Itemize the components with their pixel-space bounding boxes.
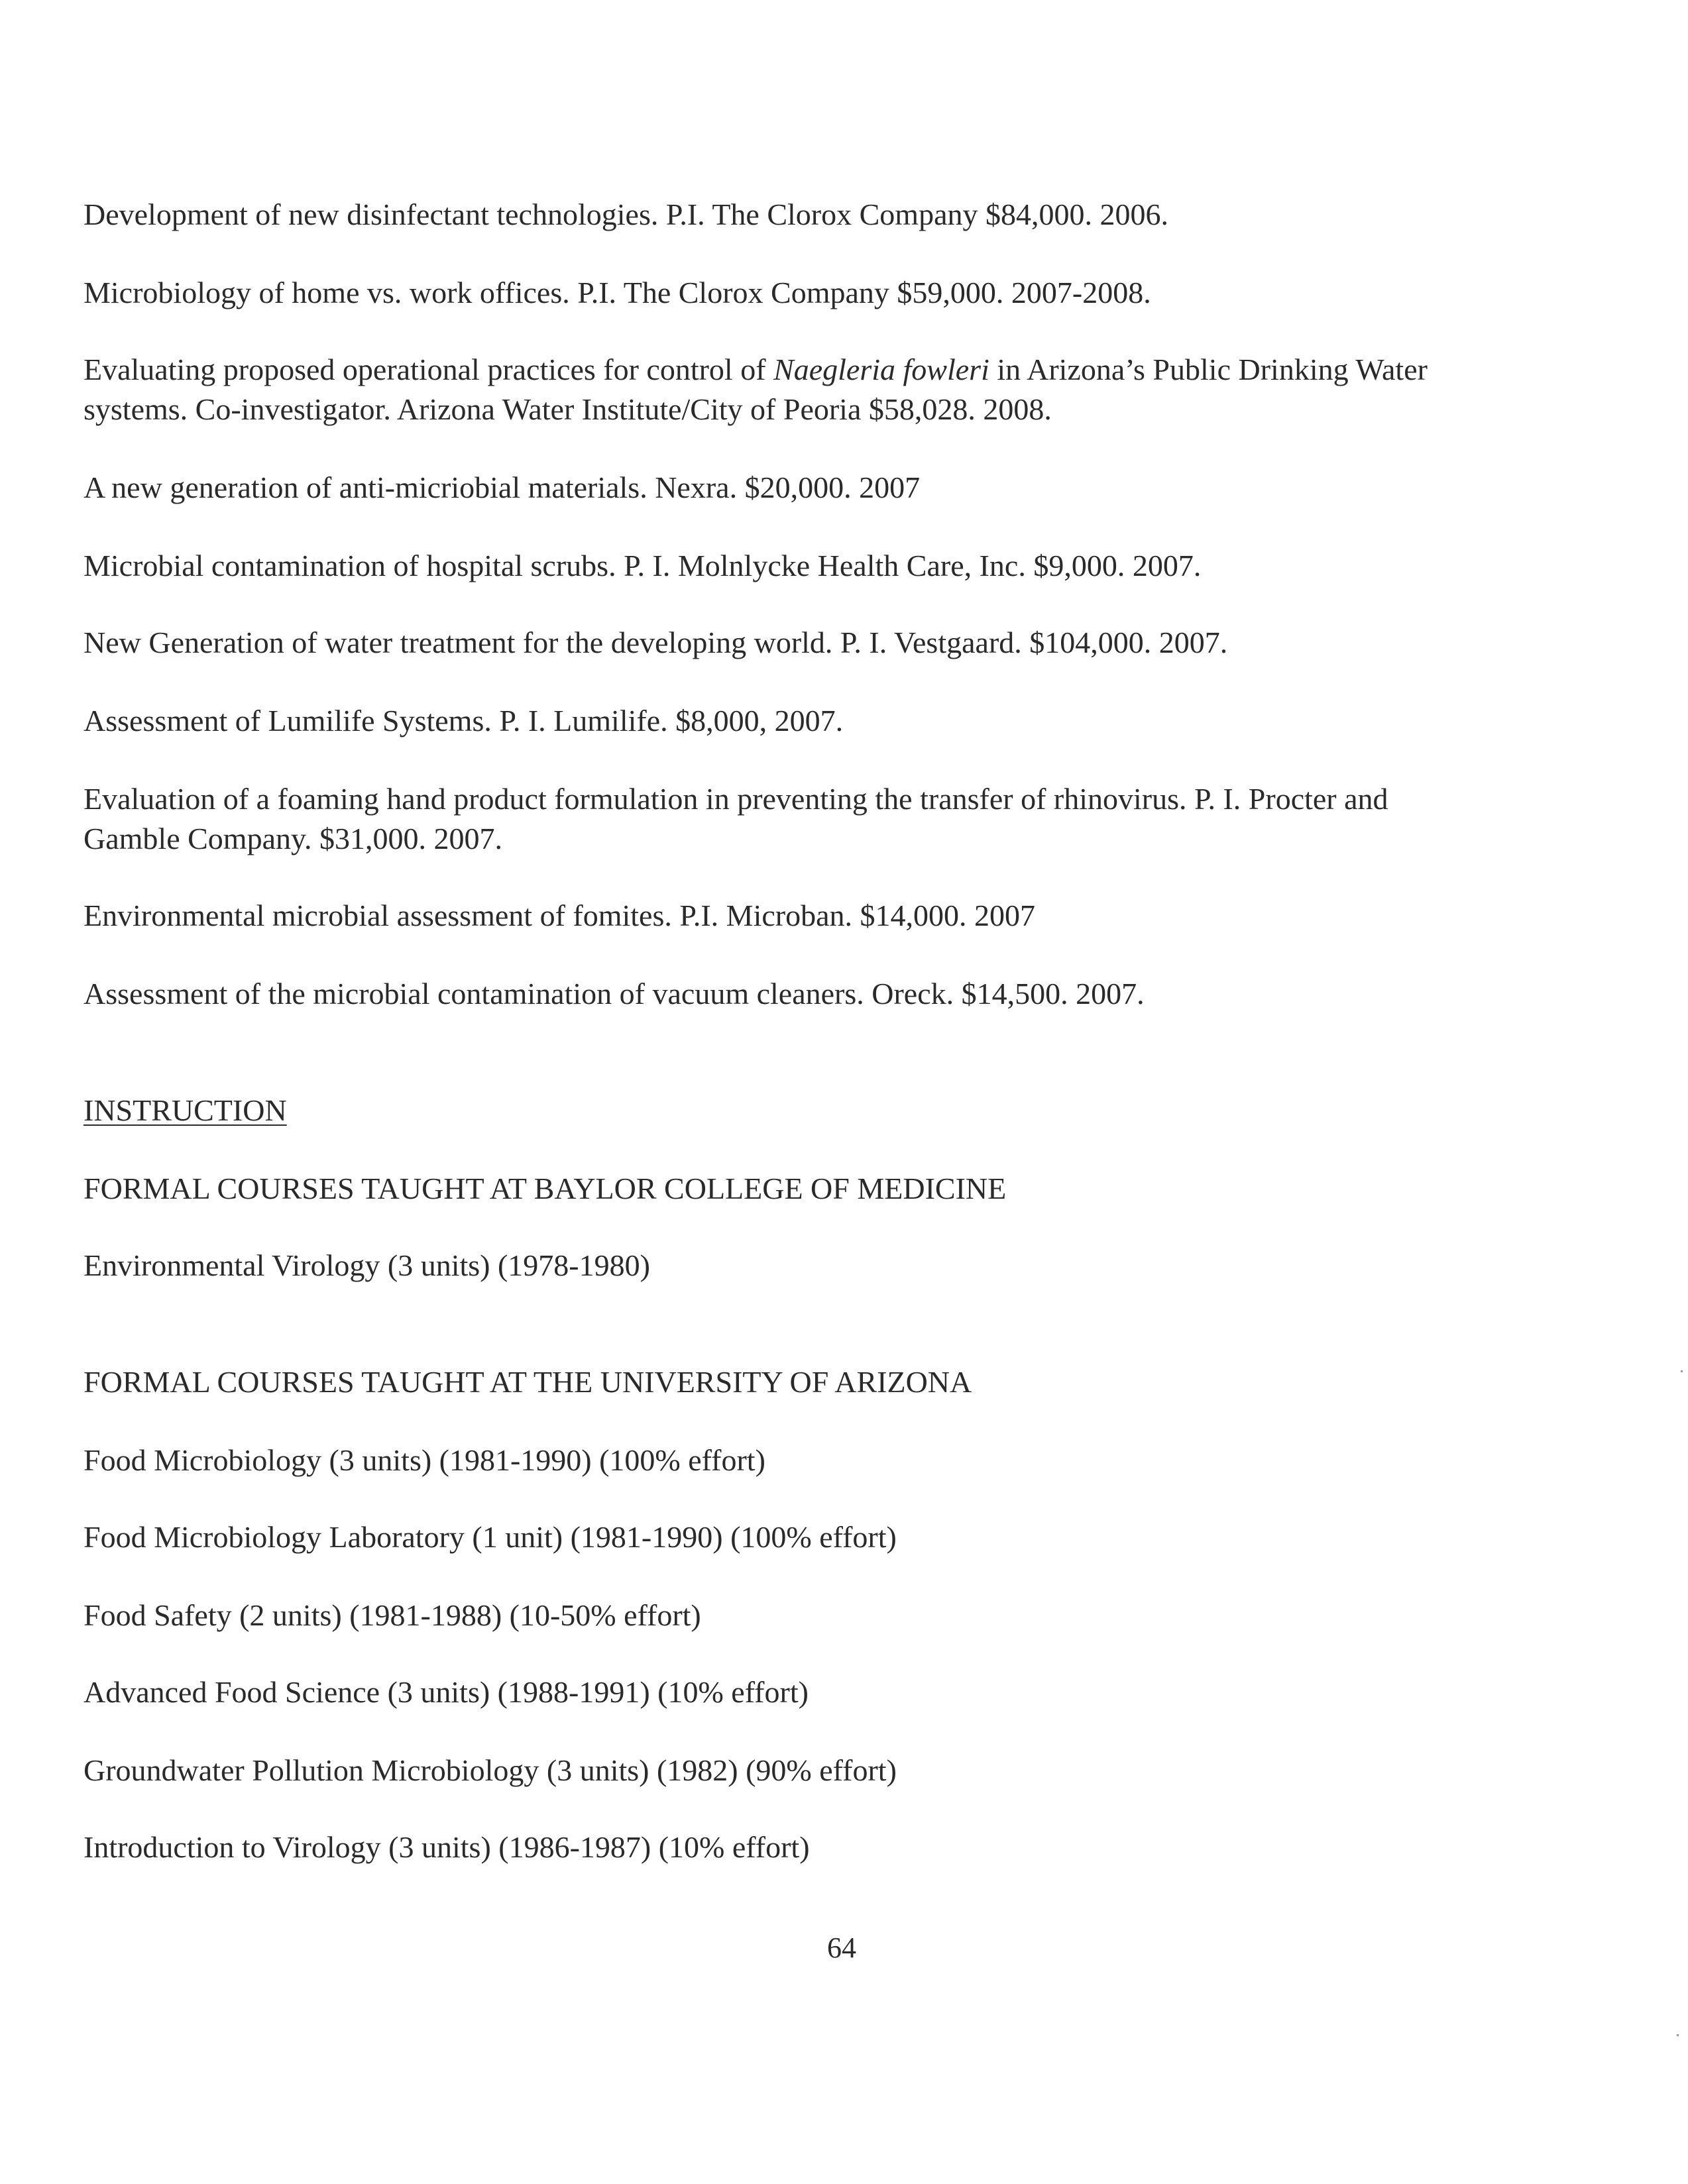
grant-entry-4: A new generation of anti-micriobial materials. Nexra. $20,000. 2007 [84, 470, 921, 504]
baylor-course-1: Environmental Virology (3 units) (1978-1980) [84, 1248, 650, 1282]
arizona-course-4: Advanced Food Science (3 units) (1988-1991) (10% effort) [84, 1675, 809, 1709]
scan-speck [1681, 1370, 1683, 1372]
arizona-course-3: Food Safety (2 units) (1981-1988) (10-50% effort) [84, 1598, 701, 1632]
arizona-course-2: Food Microbiology Laboratory (1 unit) (1981-1990) (100% effort) [84, 1520, 897, 1554]
arizona-course-1: Food Microbiology (3 units) (1981-1990) (100% effort) [84, 1443, 765, 1477]
grant-entry-5: Microbial contamination of hospital scrubs. P. I. Molnlycke Health Care, Inc. $9,000. 2007. [84, 549, 1202, 582]
section-heading-instruction [84, 1091, 1555, 1130]
grant-entry-8-line-2: Gamble Company. $31,000. 2007. [84, 822, 503, 855]
grant-entry-1: Development of new disinfectant technologies. P.I. The Clorox Company $84,000. 2006. [84, 197, 1168, 231]
baylor-courses-heading: FORMAL COURSES TAUGHT AT BAYLOR COLLEGE OF MEDICINE [84, 1172, 1007, 1205]
arizona-course-6: Introduction to Virology (3 units) (1986-1987) (10% effort) [84, 1830, 810, 1864]
grant-entry-10: Assessment of the microbial contamination of vacuum cleaners. Oreck. $14,500. 2007. [84, 977, 1145, 1010]
grant-entry-3-text-after: in Arizona’s Public Drinking Water [989, 353, 1428, 386]
organism-name: Naegleria fowleri [773, 353, 989, 386]
grant-entry-9: Environmental microbial assessment of fomites. P.I. Microban. $14,000. 2007 [84, 899, 1035, 932]
grant-entry-6: New Generation of water treatment for the developing world. P. I. Vestgaard. $104,000. 2007. [84, 626, 1228, 659]
page-number: 64 [827, 1932, 856, 1964]
grant-entry-3-text-before: Evaluating proposed operational practices for control of [84, 353, 774, 386]
grant-entry-3-line-2: systems. Co-investigator. Arizona Water Institute/City of Peoria $58,028. 2008. [84, 392, 1052, 426]
scan-speck [1677, 2034, 1679, 2036]
grant-entry-3 [84, 350, 1555, 390]
grant-entry-2: Microbiology of home vs. work offices. P.I. The Clorox Company $59,000. 2007-2008. [84, 276, 1151, 309]
grant-entry-7: Assessment of Lumilife Systems. P. I. Lumilife. $8,000, 2007. [84, 704, 844, 737]
arizona-courses-heading: FORMAL COURSES TAUGHT AT THE UNIVERSITY OF ARIZONA [84, 1365, 972, 1399]
arizona-course-5: Groundwater Pollution Microbiology (3 units) (1982) (90% effort) [84, 1753, 897, 1787]
grant-entry-8: Evaluation of a foaming hand product formulation in preventing the transfer of rhinovirus. P. I. Procter and [84, 782, 1388, 816]
instruction-heading-text: INSTRUCTION [84, 1093, 287, 1127]
